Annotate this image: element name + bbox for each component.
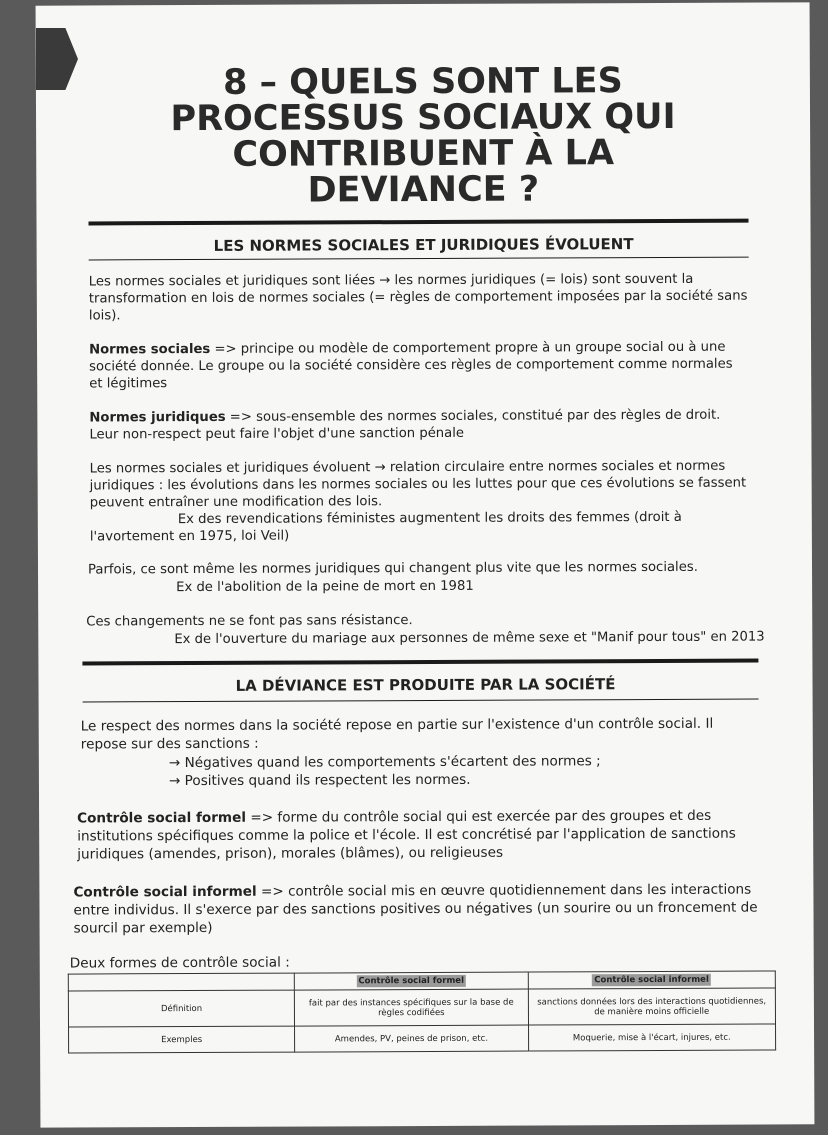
- table-row: [69, 1024, 776, 1053]
- table-cell: sanctions données lors des interactions quotidiennes, de manière moins officielle: [528, 988, 776, 1025]
- table-header: [295, 972, 528, 990]
- title-line: DEVIANCE ?: [307, 169, 540, 211]
- divider: [88, 219, 748, 226]
- example: Ex des revendications féministes augmentent les droits des femmes (droit à l'avortement en 1975, loi Veil): [89, 509, 682, 545]
- term-label: Contrôle social formel: [77, 809, 247, 827]
- table-cell: fait par des instances spécifiques sur la base de règles codifiées: [295, 989, 528, 1026]
- table-caption: Deux formes de contrôle social :: [69, 954, 290, 972]
- list-item: → Négatives quand les comportements s'écartent des normes ;: [168, 753, 601, 772]
- paragraph: [73, 881, 761, 938]
- divider: [83, 699, 759, 703]
- example: Ex de l'abolition de la peine de mort en 1981: [176, 578, 474, 596]
- term-label: Normes juridiques: [89, 409, 226, 426]
- term-label: Normes sociales: [89, 341, 211, 358]
- page-title: [36, 62, 811, 209]
- document-page: [36, 2, 815, 1127]
- definition: => sous-ensemble des normes sociales, constitué par des règles de droit. Leur non-respect peut faire l'objet d'une sanction pénale: [89, 407, 721, 443]
- definition: => forme du contrôle social qui est exercée par des groupes et des institutions spécifiques comme la police et l'école. Il est concrétisé par l'application de sanctions juridiques (amendes, prison), morales (blâmes), ou religieuses: [77, 807, 736, 863]
- definition: => principe ou modèle de comportement propre à un groupe social ou à une société donnée. Le groupe ou la société considère ces règles de comportement comme normales et légitimes: [89, 339, 733, 392]
- definition: => contrôle social mis en œuvre quotidiennement dans les interactions entre individus. Il s'exerce par des sanctions positives ou négatives (un sourire ou un froncement de sourcil par exemple): [73, 881, 758, 937]
- control-table: [68, 970, 776, 1053]
- title-line: PROCESSUS SOCIAUX QUI: [170, 96, 676, 140]
- paragraph: Les normes sociales et juridiques sont liées → les normes juridiques (= lois) sont souvent la transformation en lois de normes sociales (= règles de comportement imposées par la société sans lois).: [88, 271, 748, 324]
- paragraph: [77, 807, 757, 864]
- table-row: [68, 988, 775, 1027]
- table-header: [68, 973, 294, 991]
- title-line: 8 – QUELS SONT LES: [222, 61, 623, 103]
- header-label: Contrôle social formel: [356, 975, 466, 987]
- table-cell: Amendes, PV, peines de prison, etc.: [295, 1025, 528, 1052]
- paragraph: [89, 339, 749, 393]
- paragraph: [89, 407, 749, 444]
- divider: [82, 659, 758, 666]
- paragraph: Le respect des normes dans la société repose en partie sur l'existence d'un contrôle social. Il repose sur des sanctions :: [80, 715, 714, 753]
- divider: [89, 257, 749, 261]
- header-label: Contrôle social informel: [592, 974, 711, 987]
- section-heading: LES NORMES SOCIALES ET JURIDIQUES ÉVOLUENT: [213, 235, 634, 255]
- paragraph: Ces changements ne se font pas sans résistance.: [86, 613, 413, 630]
- section-heading: LA DÉVIANCE EST PRODUITE PAR LA SOCIÉTÉ: [235, 675, 616, 695]
- term-label: Contrôle social informel: [73, 883, 257, 901]
- list-item: → Positives quand ils respectent les normes.: [168, 771, 471, 790]
- table-cell: Moquerie, mise à l'écart, injures, etc.: [528, 1024, 776, 1051]
- paragraph: Parfois, ce sont même les normes juridiques qui changent plus vite que les normes sociales.: [87, 559, 698, 578]
- paragraph: Les normes sociales et juridiques évoluent → relation circulaire entre normes sociales et normes juridiques : les évolutions dans les normes sociales ou les luttes pour que ces évolutions se fassent peuvent entraîner une modification des lois.: [89, 458, 747, 511]
- table-header: [528, 971, 776, 989]
- table-cell: Définition: [68, 990, 294, 1027]
- title-line: CONTRIBUENT À LA: [232, 133, 615, 175]
- example: Ex de l'ouverture du mariage aux personnes de même sexe et "Manif pour tous" en 2013: [174, 629, 765, 648]
- table-cell: Exemples: [69, 1026, 295, 1053]
